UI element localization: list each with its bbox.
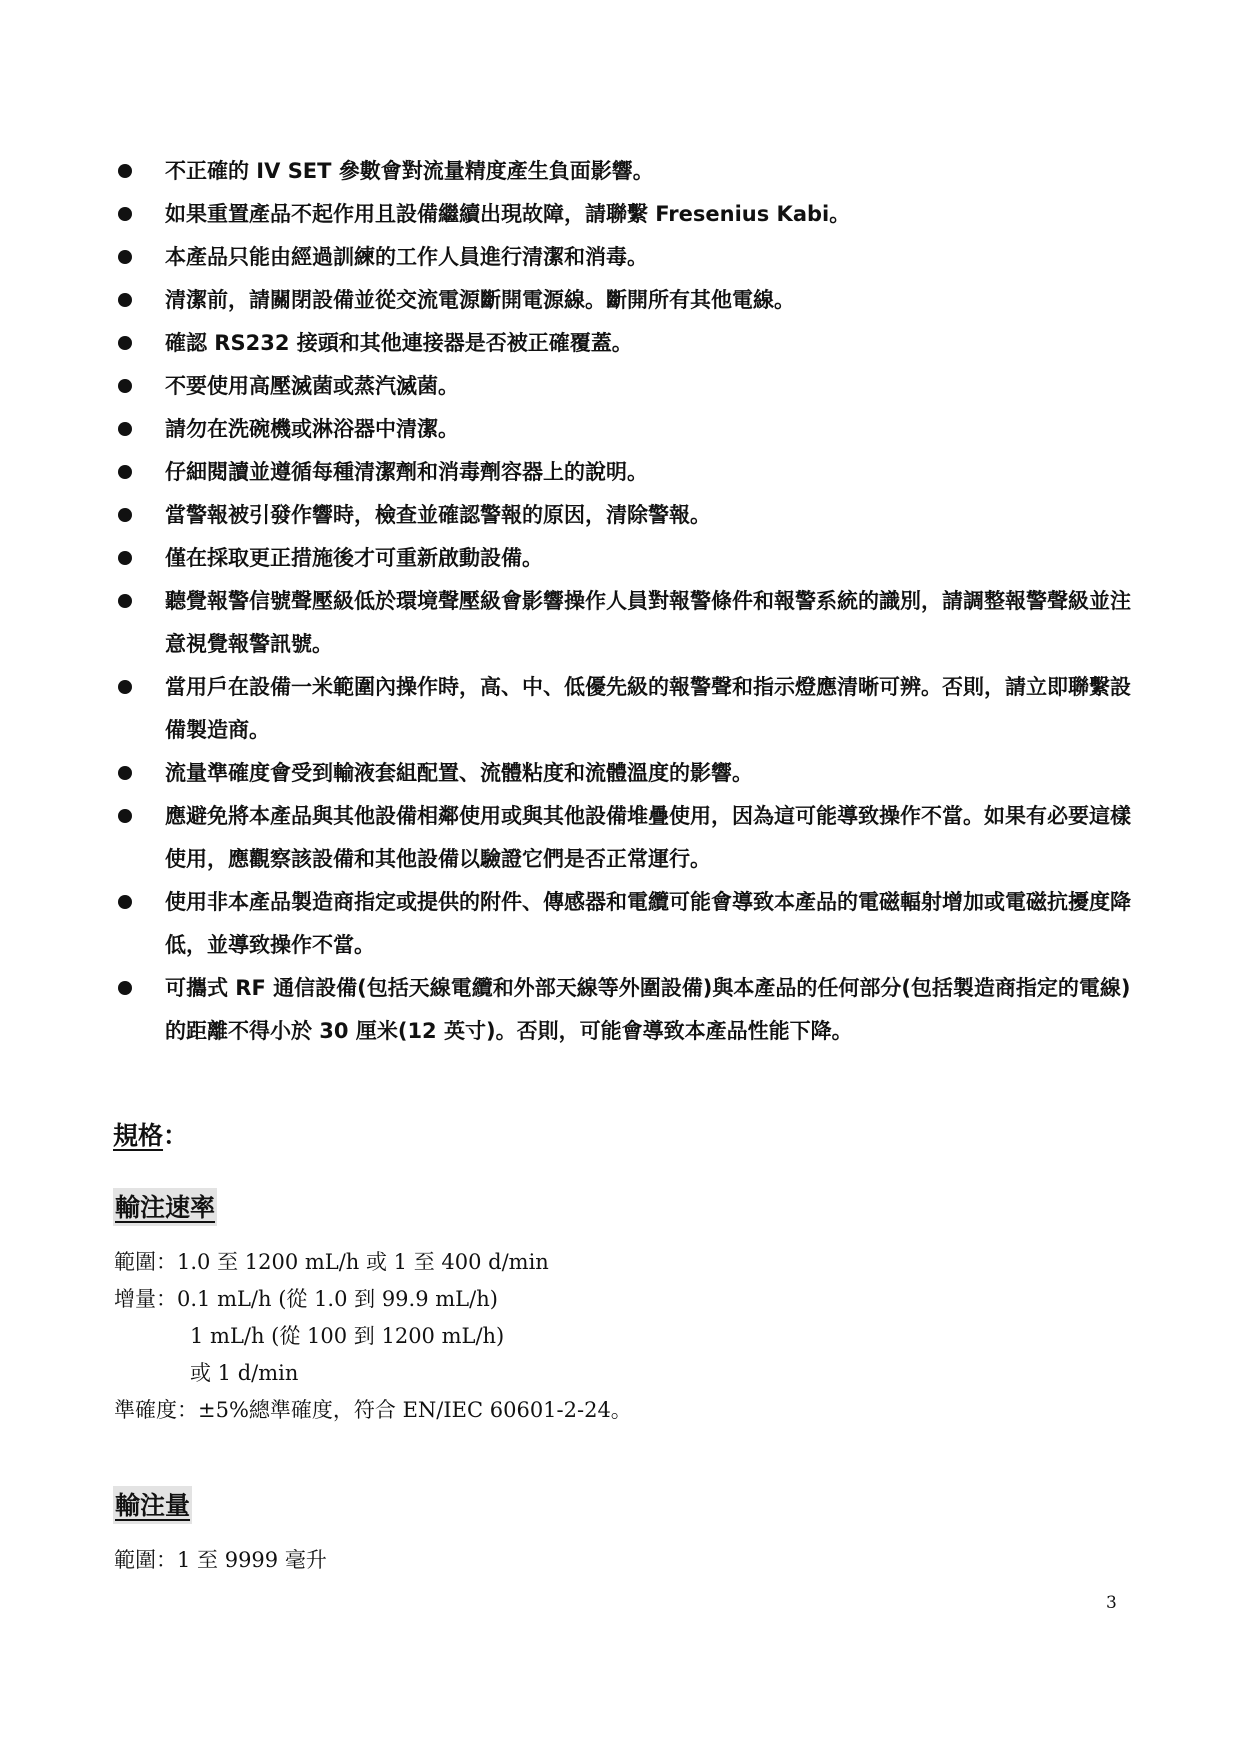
spec-heading-colon: ：: [163, 1121, 189, 1150]
bullet-icon: [118, 766, 132, 780]
infusion-volume-specs: [114, 1542, 327, 1579]
bullet-icon: [118, 981, 132, 995]
bullet-icon: [118, 293, 132, 307]
list-item-text: 如果重置產品不起作用且設備繼續出現故障，請聯繫 Fresenius Kabi。: [165, 202, 851, 226]
warning-list: [112, 150, 1142, 1053]
rate-increment: 增量：0.1 mL/h (從 1.0 到 99.9 mL/h): [114, 1287, 498, 1311]
list-item: [112, 494, 1142, 537]
list-item: [112, 365, 1142, 408]
list-item-text: 聽覺報警信號聲壓級低於環境聲壓級會影響操作人員對報警條件和報警系統的識別，請調整報警聲級並注意視覺報警訊號。: [165, 589, 1131, 656]
bullet-icon: [118, 551, 132, 565]
bullet-icon: [118, 594, 132, 608]
bullet-icon: [118, 336, 132, 350]
spec-heading: [113, 1118, 188, 1154]
bullet-icon: [118, 809, 132, 823]
list-item-text: 不正確的 IV SET 參數會對流量精度產生負面影響。: [165, 159, 654, 183]
list-item-text: 使用非本產品製造商指定或提供的附件、傳感器和電纜可能會導致本產品的電磁輻射增加或電磁抗擾度降低，並導致操作不當。: [165, 890, 1131, 957]
list-item-text: 應避免將本產品與其他設備相鄰使用或與其他設備堆疊使用，因為這可能導致操作不當。如果有必要這樣使用，應觀察該設備和其他設備以驗證它們是否正常運行。: [165, 804, 1131, 871]
list-item: [112, 967, 1142, 1053]
bullet-icon: [118, 895, 132, 909]
list-item-text: 可攜式 RF 通信設備(包括天線電纜和外部天線等外圍設備)與本產品的任何部分(包括製造商指定的電線)的距離不得小於 30 厘米(12 英寸)。否則，可能會導致本產品性能下降。: [165, 976, 1131, 1043]
list-item-text: 僅在採取更正措施後才可重新啟動設備。: [165, 546, 543, 570]
list-item-text: 不要使用高壓滅菌或蒸汽滅菌。: [165, 374, 459, 398]
spec-heading-text: 規格: [113, 1121, 164, 1150]
list-item: [112, 752, 1142, 795]
infusion-rate-heading: 輸注速率: [113, 1188, 217, 1226]
list-item-text: 清潔前，請關閉設備並從交流電源斷開電源線。斷開所有其他電線。: [165, 288, 795, 312]
bullet-icon: [118, 508, 132, 522]
rate-accuracy: 準確度：±5%總準確度，符合 EN/IEC 60601-2-24。: [114, 1398, 632, 1422]
list-item-text: 請勿在洗碗機或淋浴器中清潔。: [165, 417, 459, 441]
rate-range: 範圍：1.0 至 1200 mL/h 或 1 至 400 d/min: [114, 1250, 549, 1274]
list-item: [112, 279, 1142, 322]
volume-range: 範圍：1 至 9999 毫升: [114, 1548, 327, 1572]
list-item: [112, 322, 1142, 365]
list-item: [112, 150, 1142, 193]
rate-increment-alternative: 或 1 d/min: [190, 1361, 299, 1385]
list-item-text: 仔細閱讀並遵循每種清潔劑和消毒劑容器上的說明。: [165, 460, 648, 484]
list-item: [112, 408, 1142, 451]
bullet-icon: [118, 465, 132, 479]
bullet-icon: [118, 250, 132, 264]
list-item-text: 確認 RS232 接頭和其他連接器是否被正確覆蓋。: [165, 331, 633, 355]
list-item-text: 本產品只能由經過訓練的工作人員進行清潔和消毒。: [165, 245, 648, 269]
list-item: [112, 193, 1142, 236]
bullet-icon: [118, 422, 132, 436]
bullet-icon: [118, 379, 132, 393]
infusion-volume-heading: 輸注量: [113, 1486, 192, 1524]
list-item: [112, 666, 1142, 752]
list-item-text: 當用戶在設備一米範圍內操作時，高、中、低優先級的報警聲和指示燈應清晰可辨。否則，請立即聯繫設備製造商。: [165, 675, 1131, 742]
page-number: 3: [1106, 1593, 1117, 1613]
list-item: [112, 451, 1142, 494]
list-item-text: 流量準確度會受到輸液套組配置、流體粘度和流體溫度的影響。: [165, 761, 753, 785]
bullet-icon: [118, 680, 132, 694]
list-item: [112, 795, 1142, 881]
list-item: [112, 580, 1142, 666]
list-item: [112, 537, 1142, 580]
list-item: [112, 881, 1142, 967]
rate-increment-continued: 1 mL/h (從 100 到 1200 mL/h): [190, 1324, 505, 1348]
bullet-icon: [118, 207, 132, 221]
list-item: [112, 236, 1142, 279]
list-item-text: 當警報被引發作響時，檢查並確認警報的原因，清除警報。: [165, 503, 711, 527]
bullet-icon: [118, 164, 132, 178]
infusion-rate-specs: [114, 1244, 632, 1429]
